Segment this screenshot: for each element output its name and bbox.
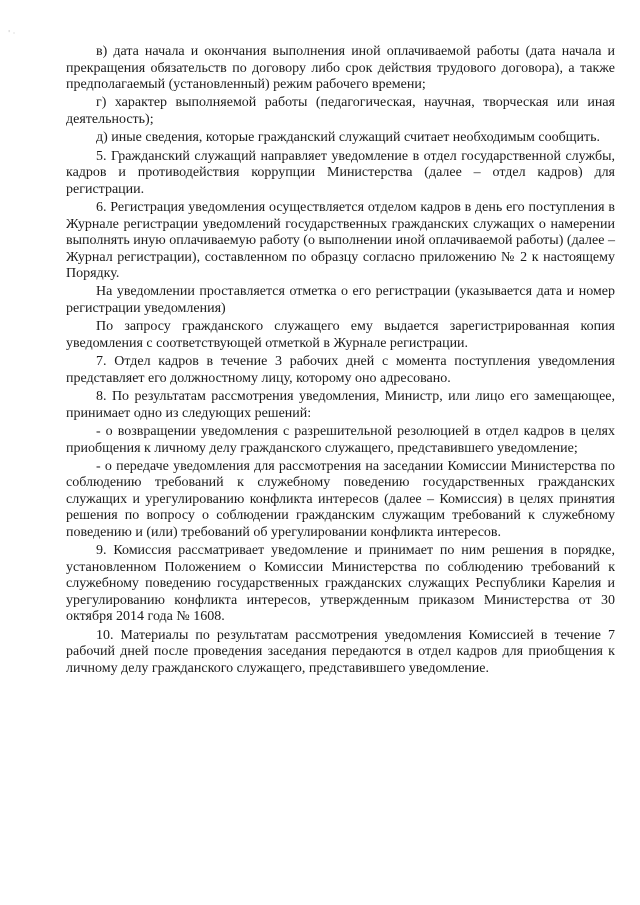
- document-body: [66, 44, 615, 679]
- paragraph-8: 8. По результатам рассмотрения уведомления, Министр, или лицо его замещающее, принимает одно из следующих решений:: [66, 389, 615, 421]
- paragraph-6: 6. Регистрация уведомления осуществляется отделом кадров в день его поступления в Журнале регистрации уведомлений государственных гражданских служащих о намерении выполнять иную оплачиваемую работу (о выполнении иной оплачиваемой работы) (далее – Журнал регистрации), составленном по образцу согласно приложению № 2 к настоящему Порядку.: [66, 200, 615, 282]
- paragraph-8-decision-return: - о возвращении уведомления с разрешительной резолюцией в отдел кадров в целях приобщения к личному делу гражданского служащего, представившего уведомление;: [66, 424, 615, 456]
- paragraph-registration-mark: На уведомлении проставляется отметка о его регистрации (указывается дата и номер регистрации уведомления): [66, 284, 615, 316]
- paragraph-10: 10. Материалы по результатам рассмотрения уведомления Комиссией в течение 7 рабочий дней после проведения заседания передаются в отдел кадров для приобщения к личному делу гражданского служащего, представившего уведомление.: [66, 627, 615, 676]
- paragraph-item-v: в) дата начала и окончания выполнения иной оплачиваемой работы (дата начала и прекращения обязательств по договору либо срок действия трудового договора), а также предполагаемый (установленный) режим рабочего времени;: [66, 44, 615, 92]
- paragraph-5: 5. Гражданский служащий направляет уведомление в отдел государственной службы, кадров и противодействия коррупции Министерства (далее – отдел кадров) для регистрации.: [66, 148, 615, 197]
- paragraph-copy-request: По запросу гражданского служащего ему выдается зарегистрированная копия уведомления с соответствующей отметкой в Журнале регистрации.: [66, 319, 615, 351]
- paragraph-item-d: д) иные сведения, которые гражданский служащий считает необходимым сообщить.: [96, 130, 601, 146]
- paragraph-8-decision-commission: - о передаче уведомления для рассмотрения на заседании Комиссии Министерства по соблюдению требований к служебному поведению государственных гражданских служащих и урегулированию конфликта интересов (далее – Комиссия) в целях принятия решения по вопросу о соблюдении гражданским служащим требований к служебному поведению и (или) требований об урегулировании конфликта интересов.: [66, 458, 615, 540]
- scan-mark: ' ·: [8, 29, 16, 38]
- paragraph-7: 7. Отдел кадров в течение 3 рабочих дней с момента поступления уведомления представляет его должностному лицу, которому оно адресовано.: [66, 354, 615, 386]
- paragraph-item-g: г) характер выполняемой работы (педагогическая, научная, творческая или иная деятельность);: [66, 95, 615, 127]
- paragraph-9: 9. Комиссия рассматривает уведомление и принимает по ним решения в порядке, установленном Положением о Комиссии Министерства по соблюдению требований к служебному поведению государственных гражданских служащих Республики Карелия и урегулированию конфликта интересов, утвержденным приказом Министерства от 30 октября 2014 года № 1608.: [66, 543, 615, 625]
